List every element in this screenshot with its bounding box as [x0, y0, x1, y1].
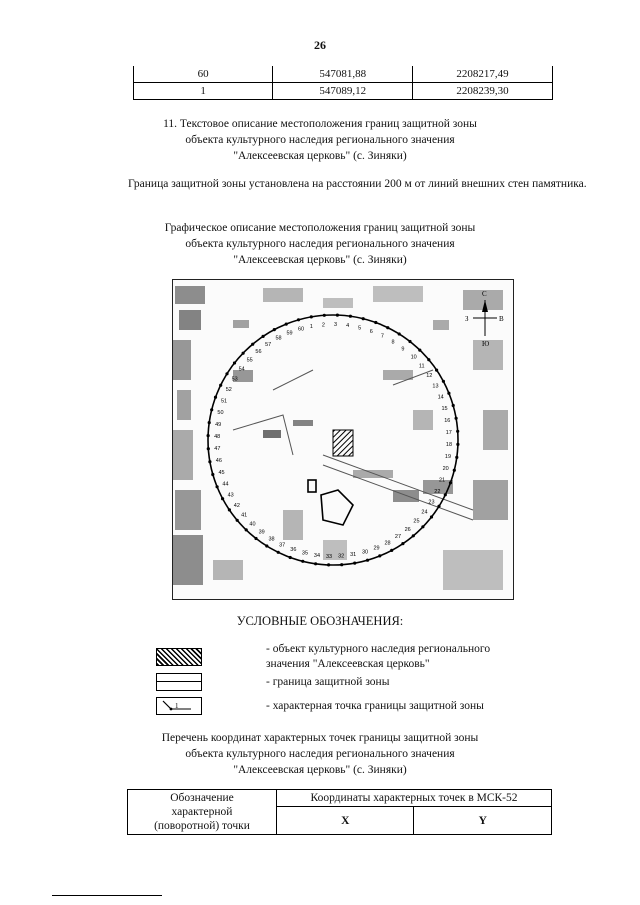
boundary-point-marker: [236, 519, 239, 522]
building-outlines: [308, 480, 353, 525]
coordinates-table-continuation: [133, 66, 553, 100]
boundary-point-marker: [207, 447, 210, 450]
boundary-point-label: 17: [445, 429, 452, 436]
boundary-point-label: 46: [215, 458, 222, 465]
heading-line: объекта культурного наследия регионального значения: [185, 748, 455, 760]
boundary-point-label: 39: [258, 529, 265, 536]
boundary-point-label: 40: [249, 521, 256, 528]
compass-south-label: Ю: [482, 340, 490, 348]
heading-line: "Алексеевская церковь" (с. Зиняки): [233, 254, 407, 266]
boundary-point-marker: [412, 534, 415, 537]
heritage-object: [333, 430, 353, 456]
boundary-point-marker: [262, 335, 265, 338]
boundary-point-label: 34: [313, 552, 321, 559]
boundary-point-marker: [366, 559, 369, 562]
y-column-header: Y: [414, 807, 552, 835]
boundary-point-marker: [456, 430, 459, 433]
boundary-point-marker: [421, 525, 424, 528]
boundary-point-marker: [301, 560, 304, 563]
boundary-point-label: 58: [275, 335, 282, 342]
boundary-point-label: 2: [321, 322, 325, 329]
boundary-point-label: 1: [309, 323, 313, 330]
heading-line: Графическое описание местоположения границ защитной зоны: [164, 222, 476, 234]
boundary-point-label: 49: [215, 421, 222, 428]
boundary-point-marker: [435, 369, 438, 372]
x-column-header: X: [277, 807, 414, 835]
boundary-point-label: 53: [231, 376, 238, 383]
heading-line: "Алексеевская церковь" (с. Зиняки): [233, 764, 407, 776]
compass-east-label: В: [499, 315, 504, 323]
coordinates-header: Координаты характерных точек в МСК-52: [277, 790, 552, 807]
heritage-legend-symbol: [156, 648, 202, 666]
table-row: [134, 66, 553, 83]
boundary-point-label: 5: [358, 325, 362, 332]
boundary-point-marker: [378, 554, 381, 557]
y-coordinate-cell: 2208239,30: [413, 83, 553, 100]
point-symbol-label: 1: [175, 702, 179, 710]
boundary-point-label: 41: [241, 512, 248, 519]
boundary-point-marker: [225, 372, 228, 375]
boundary-point-marker: [314, 562, 317, 565]
legend-title: УСЛОВНЫЕ ОБОЗНАЧЕНИЯ:: [236, 614, 404, 628]
boundary-point-marker: [401, 542, 404, 545]
boundary-point-label: 9: [401, 346, 405, 353]
boundary-point-label: 55: [246, 357, 253, 364]
map-image: [173, 280, 513, 599]
point-id-cell: 1: [134, 83, 273, 100]
boundary-point-label: 37: [279, 542, 286, 549]
header-line: (поворотной) точки: [154, 820, 250, 832]
boundary-point-label: 38: [268, 536, 275, 543]
boundary-point-marker: [277, 551, 280, 554]
boundary-point-marker: [398, 332, 401, 335]
legend-line: - объект культурного наследия регионального: [266, 643, 491, 655]
boundary-point-marker: [456, 443, 459, 446]
boundary-point-label: 54: [238, 366, 245, 373]
boundary-point-label: 24: [421, 509, 428, 516]
footer-rule: [52, 895, 162, 896]
boundary-point-label: 19: [444, 454, 452, 461]
boundary-point-marker: [353, 562, 356, 565]
boundary-point-marker: [210, 408, 213, 411]
boundary-point-marker: [245, 528, 248, 531]
boundary-point-marker: [340, 563, 343, 566]
boundary-point-label: 15: [441, 406, 448, 412]
boundary-point-label: 47: [214, 446, 221, 453]
boundary-point-marker: [211, 473, 214, 476]
boundary-point-marker: [427, 358, 430, 361]
boundary-point-label: 42: [233, 502, 240, 509]
boundary-point-label: 10: [410, 354, 417, 361]
boundary-point-marker: [390, 549, 393, 552]
boundary-point-marker: [208, 460, 211, 463]
heading-line: "Алексеевская церковь" (с. Зиняки): [233, 150, 407, 162]
boundary-point-marker: [216, 485, 219, 488]
boundary-point-label: 12: [426, 373, 433, 380]
y-coordinate-cell: 2208217,49: [413, 66, 553, 83]
boundary-point-label: 28: [384, 540, 391, 547]
paragraph-line: памятника.: [532, 178, 587, 190]
page-number: 26: [314, 38, 326, 52]
boundary-point-label: 48: [214, 434, 221, 440]
boundary-point-label: 33: [326, 553, 333, 560]
section-11-heading: [0, 116, 640, 164]
compass-north-label: С: [482, 290, 487, 298]
boundary-point-marker: [442, 380, 445, 383]
boundary-point-marker: [323, 314, 326, 317]
boundary-point-marker: [449, 481, 452, 484]
boundary-point-label: 11: [418, 363, 425, 370]
boundary-point-label: 59: [286, 330, 293, 337]
heading-line: Перечень координат характерных точек границы защитной зоны: [161, 732, 479, 744]
boundary-point-label: 3: [334, 322, 338, 329]
boundary-point-marker: [437, 505, 440, 508]
graphic-description-heading: [0, 220, 640, 268]
boundary-point-marker: [251, 343, 254, 346]
heading-line: 11. Текстовое описание местоположения границ защитной зоны: [163, 118, 477, 130]
boundary-point-marker: [219, 384, 222, 387]
boundary-point-label: 25: [413, 518, 420, 525]
compass-west-label: З: [465, 315, 469, 323]
boundary-point-label: 44: [222, 481, 229, 488]
boundary-point-marker: [386, 326, 389, 329]
boundary-point-marker: [289, 556, 292, 559]
boundary-point-marker: [455, 417, 458, 420]
boundary-point-label: 51: [221, 398, 228, 405]
boundary-legend-symbol: [156, 673, 202, 691]
boundary-point-label: 56: [255, 349, 262, 356]
boundary-point-marker: [310, 315, 313, 318]
point-id-cell: 60: [134, 66, 273, 83]
boundary-point-marker: [221, 497, 224, 500]
boundary-point-label: 16: [444, 417, 451, 424]
boundary-point-label: 23: [428, 499, 435, 506]
legend-boundary-text: - граница защитной зоны: [266, 676, 390, 688]
boundary-point-marker: [327, 563, 330, 566]
boundary-description-paragraph: [88, 176, 588, 192]
boundary-point-marker: [418, 349, 421, 352]
boundary-point-marker: [233, 361, 236, 364]
boundary-point-marker: [297, 318, 300, 321]
boundary-point-marker: [455, 456, 458, 459]
boundary-point-label: 26: [404, 526, 411, 533]
boundary-point-label: 36: [290, 547, 297, 553]
boundary-point-marker: [242, 352, 245, 355]
boundary-point-marker: [374, 321, 377, 324]
protection-zone-map: [172, 279, 514, 600]
boundary-point-marker: [207, 434, 210, 437]
coordinate-table-header: [127, 789, 552, 835]
boundary-point-label: 30: [362, 549, 369, 556]
boundary-point-marker: [452, 404, 455, 407]
coordinate-list-heading: [0, 730, 640, 778]
boundary-point-marker: [254, 537, 257, 540]
boundary-point-label: 45: [218, 470, 225, 476]
boundary-point-label: 32: [338, 553, 345, 560]
legend-heritage-text: [266, 642, 546, 672]
boundary-point-label: 52: [225, 387, 232, 394]
boundary-point-marker: [408, 340, 411, 343]
heading-line: объекта культурного наследия регионального значения: [185, 238, 455, 250]
boundary-point-label: 35: [301, 550, 309, 557]
boundary-point-marker: [362, 317, 365, 320]
boundary-point-label: 50: [217, 409, 224, 416]
x-coordinate-cell: 547089,12: [273, 83, 413, 100]
boundary-point-marker: [453, 469, 456, 472]
boundary-point-marker: [214, 396, 217, 399]
boundary-point-label: 13: [432, 383, 439, 390]
legend-point-text: - характерная точка границы защитной зоны: [266, 700, 484, 712]
point-designation-header: [128, 790, 277, 835]
boundary-point-marker: [447, 392, 450, 395]
header-line: Обозначение: [170, 792, 234, 804]
x-coordinate-cell: 547081,88: [273, 66, 413, 83]
boundary-point-label: 20: [442, 466, 449, 473]
boundary-point-marker: [349, 315, 352, 318]
boundary-point-label: 31: [350, 552, 357, 559]
legend-line: значения "Алексеевская церковь": [266, 658, 430, 670]
boundary-point-marker: [208, 421, 211, 424]
boundary-point-marker: [273, 328, 276, 331]
boundary-point-marker: [265, 544, 268, 547]
boundary-point-label: 18: [445, 442, 453, 448]
boundary-point-label: 6: [369, 329, 373, 335]
boundary-point-label: 14: [437, 394, 444, 401]
boundary-point-label: 21: [439, 477, 446, 484]
table-row: [134, 83, 553, 100]
boundary-point-marker: [430, 515, 433, 518]
boundary-point-label: 4: [346, 323, 350, 330]
boundary-point-marker: [285, 323, 288, 326]
boundary-point-label: 22: [434, 488, 441, 495]
paragraph-line: Граница защитной зоны установлена на расстоянии 200 м от линий внешних стен: [128, 178, 530, 190]
boundary-point-label: 8: [391, 339, 395, 346]
boundary-point-label: 7: [380, 333, 384, 340]
boundary-point-marker: [228, 508, 231, 511]
boundary-point-marker: [444, 493, 447, 496]
point-symbol-icon: [157, 698, 201, 714]
heading-line: объекта культурного наследия регионального значения: [185, 134, 455, 146]
boundary-point-marker: [336, 314, 339, 317]
boundary-point-label: 27: [394, 534, 402, 541]
boundary-point-label: 60: [298, 326, 305, 333]
header-line: характерной: [171, 806, 233, 818]
boundary-point-label: 29: [373, 545, 380, 552]
boundary-point-label: 43: [227, 492, 234, 499]
point-legend-symbol: [156, 697, 202, 715]
boundary-point-label: 57: [265, 341, 272, 348]
